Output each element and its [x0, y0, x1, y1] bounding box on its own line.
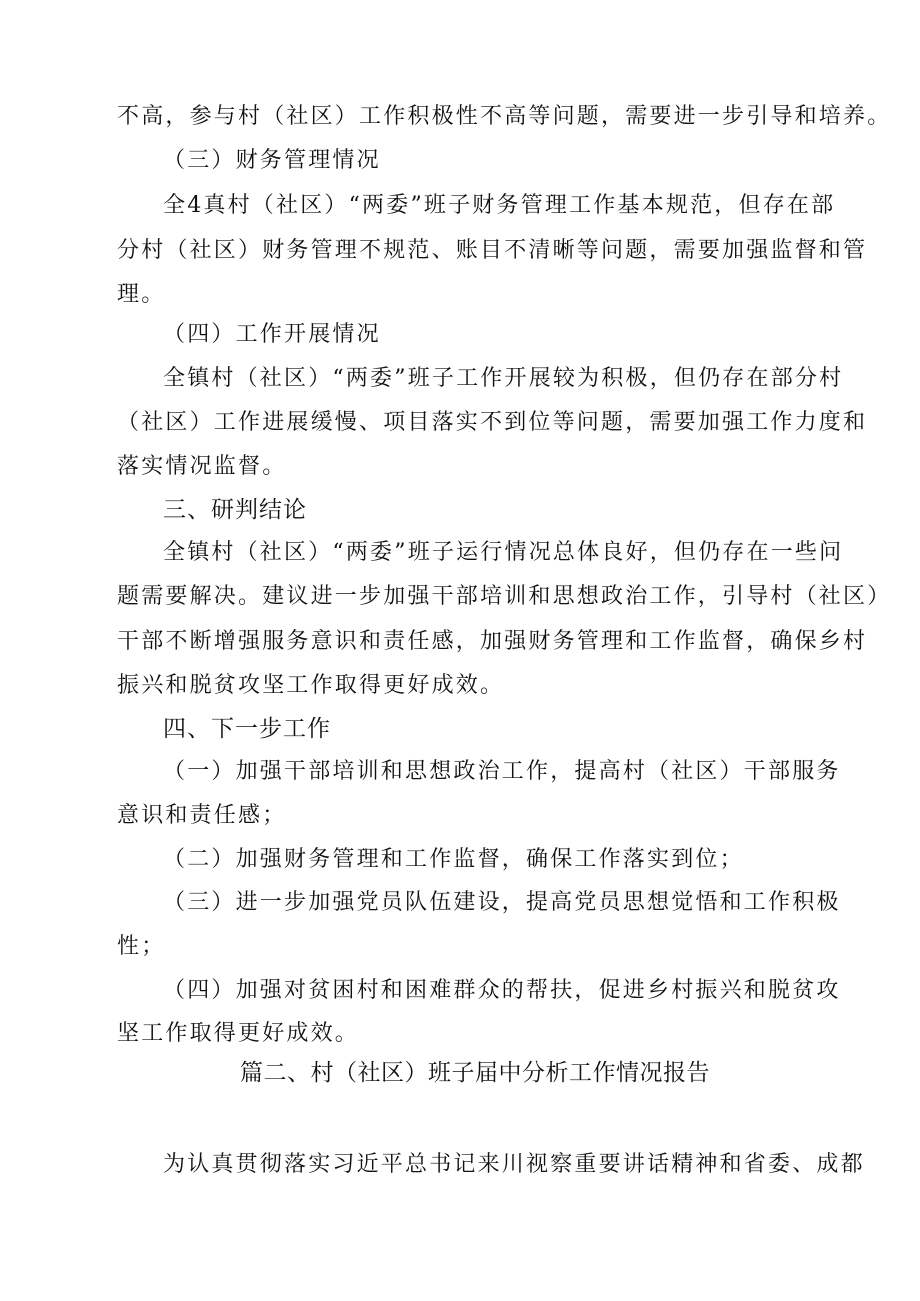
subheading-work: （四）工作开展情况 — [163, 322, 381, 347]
paragraph-line: 全4真村（社区）“两委”班子财务管理工作基本规范，但存在部 — [163, 193, 836, 218]
paragraph-line: 干部不断增强服务意识和责任感，加强财务管理和工作监督，确保乡村 — [117, 629, 868, 654]
list-item-continuation: 性； — [117, 934, 166, 959]
list-item: （一）加强干部培训和思想政治工作，提高村（社区）干部服务 — [163, 759, 841, 784]
paragraph-line: 题需要解决。建议进一步加强干部培训和思想政治工作，引导村（社区） — [117, 584, 892, 609]
list-item-continuation: 坚工作取得更好成效。 — [117, 1021, 360, 1046]
list-item: （四）加强对贫困村和困难群众的帮扶，促进乡村振兴和脱贫攻 — [163, 978, 841, 1003]
paragraph-line: 不高，参与村（社区）工作积极性不高等问题，需要进一步引导和培养。 — [117, 104, 892, 129]
paragraph-line: 理。 — [117, 282, 166, 307]
paragraph-line: 全镇村（社区）“两委”班子工作开展较为积极，但仍存在部分村 — [163, 366, 844, 391]
paragraph-line: 落实情况监督。 — [117, 454, 287, 479]
document-title: 篇二、村（社区）班子届中分析工作情况报告 — [240, 1060, 710, 1086]
list-item: （二）加强财务管理和工作监督，确保工作落实到位； — [163, 847, 744, 872]
section-heading-conclusion: 三、研判结论 — [163, 497, 307, 523]
list-item-continuation: 意识和责任感； — [117, 803, 287, 828]
paragraph-line: 为认真贯彻落实习近平总书记来川视察重要讲话精神和省委、成都 — [163, 1152, 865, 1177]
subheading-finance: （三）财务管理情况 — [163, 148, 381, 173]
paragraph-line: 振兴和脱贫攻坚工作取得更好成效。 — [117, 673, 505, 698]
paragraph-line: 全镇村（社区）“两委”班子运行情况总体良好，但仍存在一些问 — [163, 540, 844, 565]
paragraph-line: 分村（社区）财务管理不规范、账目不清晰等问题，需要加强监督和管 — [117, 238, 868, 263]
section-heading-next-steps: 四、下一步工作 — [163, 716, 331, 742]
paragraph-line: （社区）工作进展缓慢、项目落实不到位等问题，需要加强工作力度和 — [117, 410, 868, 435]
list-item: （三）进一步加强党员队伍建设，提高党员思想觉悟和工作积极 — [163, 890, 841, 915]
